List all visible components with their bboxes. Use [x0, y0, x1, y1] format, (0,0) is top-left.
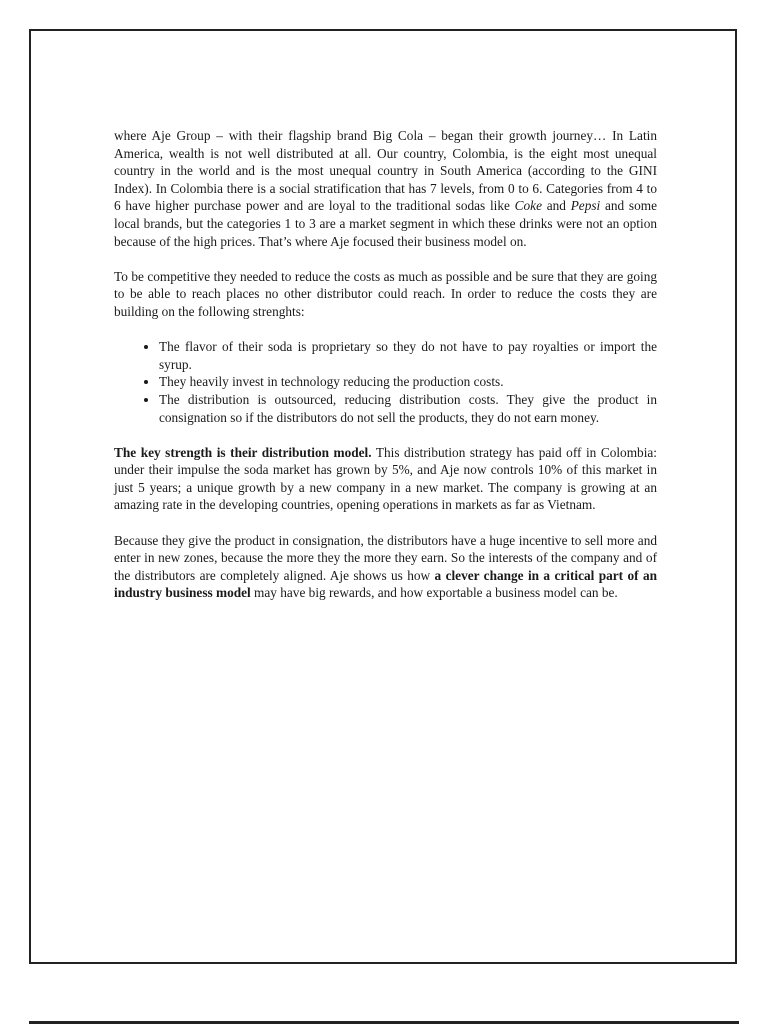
list-item: • The distribution is outsourced, reducing distribution costs. They give the product in consignation so if the distributors do not sell the products, they do not earn money.: [159, 391, 657, 426]
list-item: • The flavor of their soda is proprietary so they do not have to pay royalties or import the syrup.: [159, 338, 657, 373]
document-page: [29, 29, 737, 964]
paragraph-1: [114, 127, 657, 250]
paragraph-4: [114, 532, 657, 602]
strengths-list: [114, 338, 657, 426]
paragraph-1-and: and: [541, 198, 571, 214]
paragraph-2: To be competitive they needed to reduce the costs as much as possible and be sure that they are going to be able to reach places no other distributor could reach. In order to reduce the costs they are building on the following strenghts:: [114, 268, 657, 319]
key-strength-heading: The key strength is their distribution model.: [114, 444, 372, 460]
clever-change-emphasis: a clever change in a critical part of an industry business model: [114, 567, 657, 601]
paragraph-4-text-b: may have big rewards, and how exportable a business model can be.: [250, 585, 618, 601]
pepsi-brand: Pepsi: [570, 198, 601, 214]
page-content: [114, 127, 657, 620]
paragraph-3-text: This distribution strategy has paid off in Colombia: under their impulse the soda market has grown by 5%, and Aje now controls 10% of this market in just 5 years; a unique growth by a new company in a new market. The company is growing at an amazing rate in the developing countries, opening operations in markets as far as Vietnam.: [114, 444, 657, 513]
paragraph-1-text-a: where Aje Group – with their flagship brand Big Cola – began their growth journey… In Latin America, wealth is not well distributed at all. Our country, Colombia, is the eight most unequal country in the world and is the most unequal country in South America (according to the GINI Index). In Colombia there is a social stratification that has 7 levels, from 0 to 6. Categories from 4 to 6 have higher purchase power and are loyal to the traditional sodas like: [114, 128, 657, 214]
paragraph-1-text-b: and some local brands, but the categories 1 to 3 are a market segment in which these drinks were not an option because of the high prices. That’s where Aje focused their business model on.: [114, 198, 657, 249]
list-item: • They heavily invest in technology reducing the production costs.: [159, 373, 657, 391]
paragraph-3: [114, 444, 657, 514]
coke-brand: Coke: [514, 198, 542, 214]
paragraph-4-text-a: Because they give the product in consignation, the distributors have a huge incentive to sell more and enter in new zones, because the more they the more they earn. So the interests of the company and of the distributors are completely aligned. Aje shows us how: [114, 532, 657, 583]
